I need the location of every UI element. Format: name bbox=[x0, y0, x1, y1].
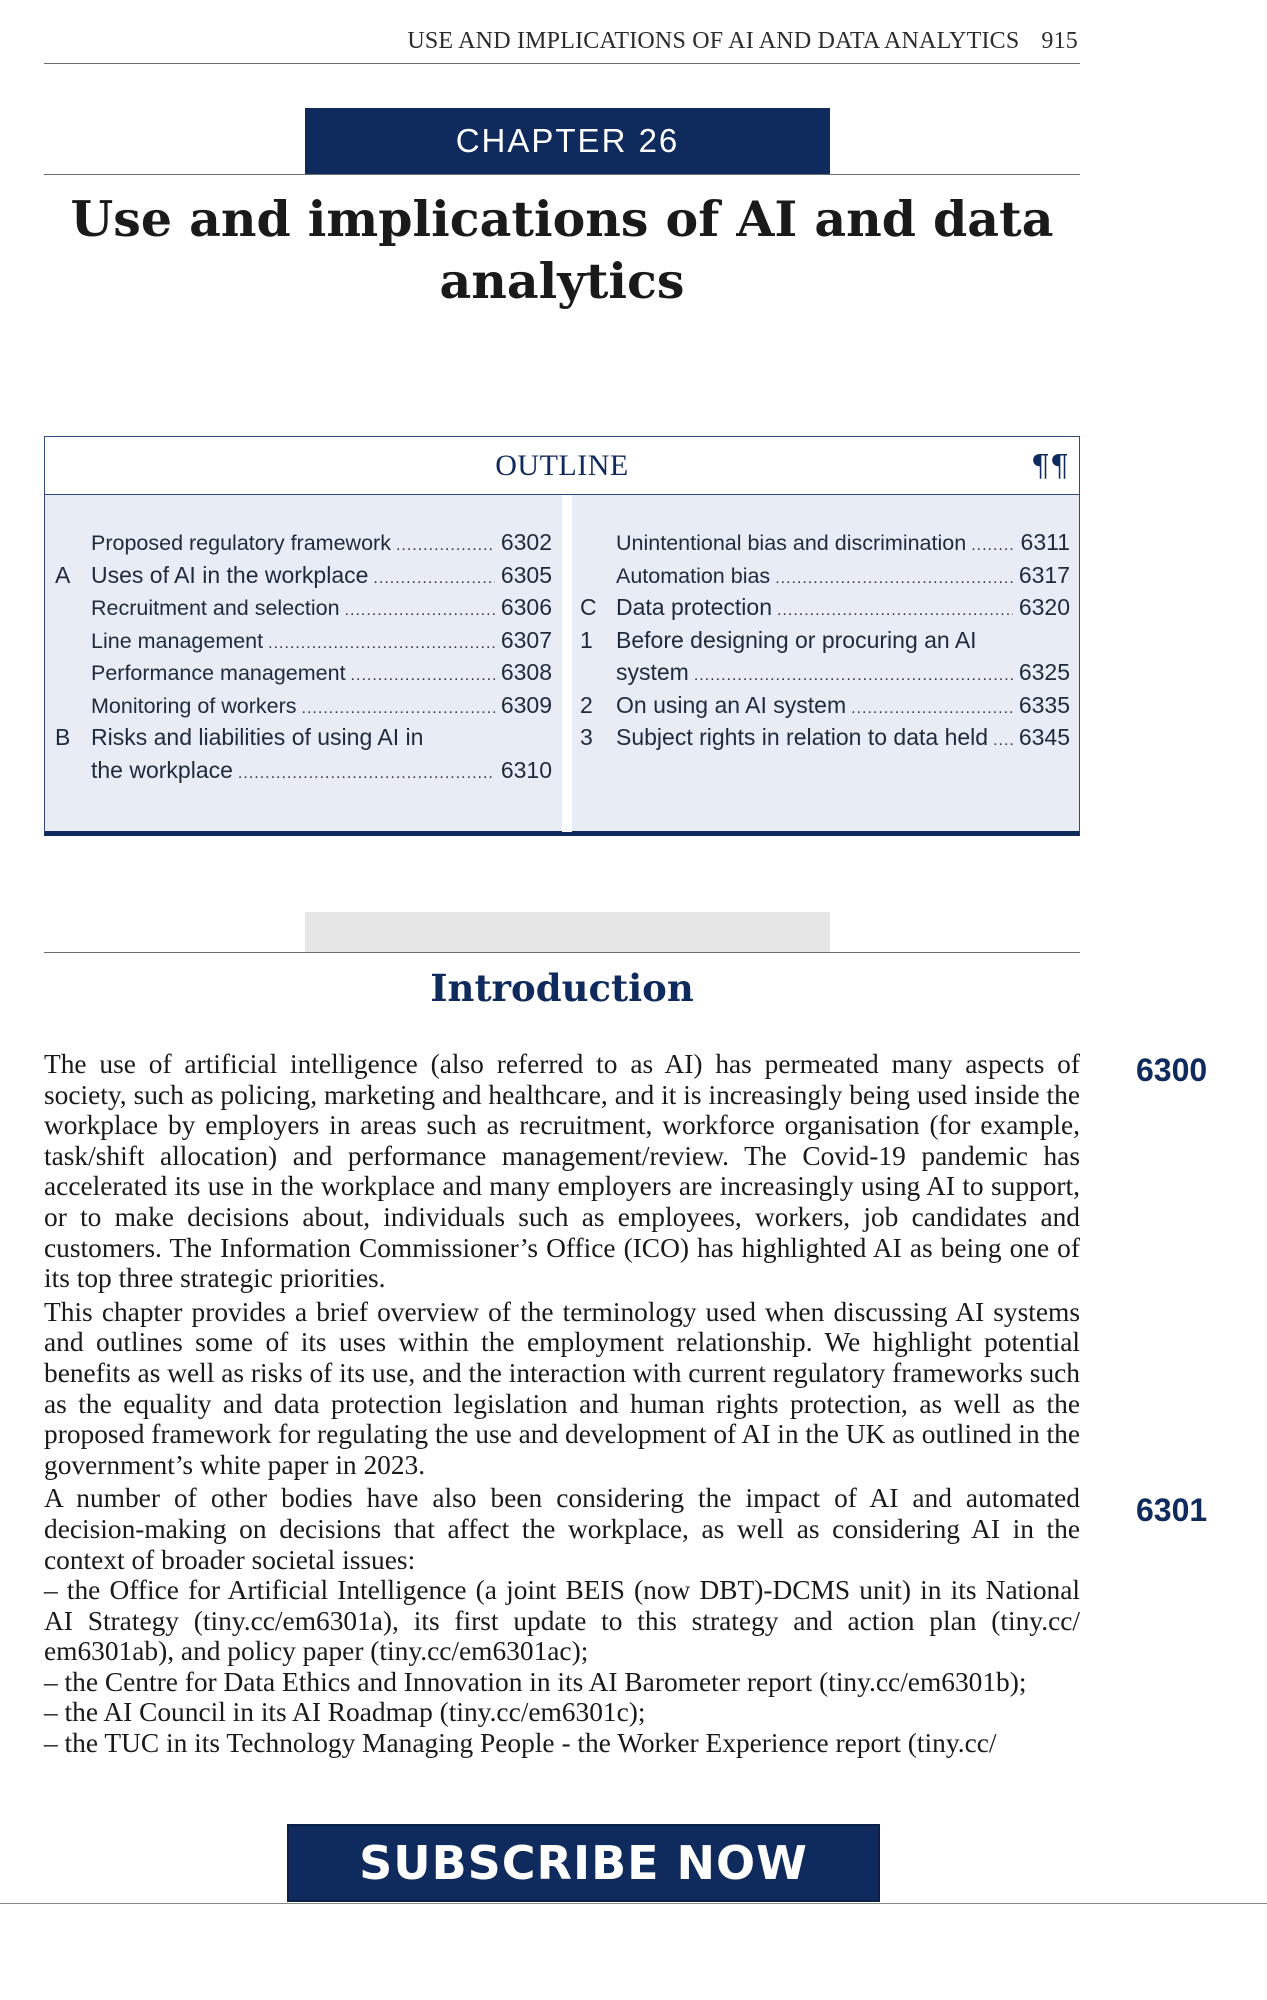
dot-leader bbox=[373, 570, 495, 588]
outline-entry-text: Data protection bbox=[616, 594, 772, 620]
outline-column-divider bbox=[562, 495, 572, 832]
outline-entry[interactable] bbox=[55, 529, 552, 562]
outline-entry-paragraph-number: 6307 bbox=[500, 626, 552, 653]
list-item: – the Centre for Data Ethics and Innovation in its AI Barometer report (tiny.cc/em6301b); bbox=[44, 1666, 1027, 1697]
outline-entry-paragraph-number: 6320 bbox=[1018, 594, 1070, 620]
body-paragraph: This chapter provides a brief overview of the terminology used when discussing AI systems and outlines some of its uses within the employment relationship. We highlight potential benefits as well as risks of its use, and the interaction with current regulatory frameworks such as the equality and data protection legislation and human rights protection, as well as the proposed framework for regulating the use and development of AI in the UK as outlined in the government’s white paper in 2023. bbox=[44, 1296, 1081, 1480]
outline-entry[interactable] bbox=[55, 627, 552, 660]
outline-entry[interactable] bbox=[55, 757, 552, 790]
list-item: – the AI Council in its AI Roadmap (tiny.cc/em6301c); bbox=[44, 1697, 646, 1728]
subscribe-button[interactable]: SUBSCRIBE NOW bbox=[287, 1824, 880, 1902]
outline-entry-text: Recruitment and selection bbox=[91, 596, 340, 620]
outline-entry-paragraph-number: 6325 bbox=[1018, 659, 1070, 685]
outline-box bbox=[44, 436, 1080, 836]
outline-entry-text: system bbox=[616, 659, 689, 685]
outline-right-column bbox=[580, 529, 1070, 757]
outline-entry-paragraph-number: 6308 bbox=[500, 659, 552, 685]
introduction-rule bbox=[44, 952, 1080, 953]
paragraph-symbol: ¶¶ bbox=[1030, 449, 1069, 484]
dot-leader bbox=[302, 700, 495, 718]
outline-entry-marker: A bbox=[55, 561, 71, 588]
outline-entry-marker: C bbox=[580, 594, 597, 620]
outline-entry[interactable] bbox=[55, 724, 552, 757]
chapter-rule bbox=[44, 174, 1080, 175]
running-head-title: USE AND IMPLICATIONS OF AI AND DATA ANALYTICS bbox=[407, 28, 1020, 54]
outline-entry-text: Line management bbox=[91, 628, 264, 653]
outline-entry-paragraph-number: 6335 bbox=[1018, 691, 1070, 718]
chapter-title bbox=[44, 188, 1080, 312]
outline-entry-text: Before designing or procuring an AI bbox=[616, 626, 977, 653]
body-paragraph: A number of other bodies have also been considering the impact of AI and automated decision-making on decisions that affect the workplace, as well as considering AI in the context of broader societal issues: bbox=[44, 1483, 1080, 1575]
outline-entry-text: Risks and liabilities of using AI in bbox=[91, 724, 424, 750]
outline-entry-paragraph-number: 6305 bbox=[500, 561, 552, 588]
outline-entry-marker: 2 bbox=[580, 691, 593, 718]
outline-entry-paragraph-number: 6345 bbox=[1018, 724, 1070, 750]
outline-entry-text: Monitoring of workers bbox=[91, 693, 297, 718]
introduction-heading: Introduction bbox=[430, 966, 694, 1010]
outline-entry[interactable] bbox=[580, 594, 1070, 627]
outline-entry-text: Unintentional bias and discrimination bbox=[616, 531, 967, 555]
outline-entry-paragraph-number: 6310 bbox=[500, 756, 552, 783]
outline-entry[interactable] bbox=[580, 562, 1070, 595]
outline-entry-paragraph-number: 6306 bbox=[500, 594, 552, 620]
outline-entry-paragraph-number: 6302 bbox=[500, 529, 552, 555]
outline-entry-paragraph-number: 6309 bbox=[500, 691, 552, 718]
chapter-title-line-2: analytics bbox=[439, 252, 685, 310]
dot-leader bbox=[694, 667, 1013, 685]
outline-entry[interactable] bbox=[580, 627, 1070, 660]
page-number: 915 bbox=[1041, 28, 1078, 54]
introduction-body bbox=[44, 1049, 1080, 1759]
margin-paragraph-number: 6300 bbox=[1136, 1052, 1208, 1088]
body-paragraph: The use of artificial intelligence (also referred to as AI) has permeated many aspects of society, such as policing, marketing and healthcare, and it is increasingly being used inside the workplace by employers in areas such as recruitment, workforce organisation (for example, task/shift allocation) and performance management/review. The Covid-19 pandemic has accelerated its use in the workplace and many employers are increasingly using AI to support, or to make decisions about, individuals such as employees, workers, job candidates and customers. The Information Commissioner’s Office (ICO) has highlighted AI as being one of its top three strategic priorities. bbox=[44, 1049, 1080, 1294]
outline-entry[interactable] bbox=[55, 659, 552, 692]
outline-entry-text: the workplace bbox=[91, 756, 233, 783]
outline-title: OUTLINE bbox=[495, 449, 629, 482]
margin-paragraph-number: 6301 bbox=[1136, 1492, 1208, 1528]
outline-entry-text: Performance management bbox=[91, 661, 346, 685]
dot-leader bbox=[396, 537, 495, 555]
dot-leader bbox=[345, 602, 495, 620]
dot-leader bbox=[351, 667, 495, 685]
outline-header bbox=[45, 437, 1079, 495]
outline-entry-marker: 1 bbox=[580, 626, 593, 653]
chapter-title-line-1: Use and implications of AI and data bbox=[70, 190, 1054, 248]
outline-entry-text: Automation bias bbox=[616, 563, 771, 588]
outline-entry[interactable] bbox=[580, 692, 1070, 725]
outline-entry[interactable] bbox=[580, 724, 1070, 757]
dot-leader bbox=[238, 765, 495, 783]
outline-entry-text: Uses of AI in the workplace bbox=[91, 561, 369, 588]
introduction-tab bbox=[305, 912, 830, 952]
dot-leader bbox=[971, 537, 1013, 555]
outline-entry[interactable] bbox=[580, 529, 1070, 562]
dot-leader bbox=[851, 700, 1013, 718]
outline-entry-text: On using an AI system bbox=[616, 691, 847, 718]
running-head bbox=[44, 24, 1080, 64]
outline-entry-paragraph-number: 6317 bbox=[1018, 561, 1070, 588]
chapter-label: CHAPTER 26 bbox=[305, 108, 830, 174]
outline-entry-text: Proposed regulatory framework bbox=[91, 531, 391, 555]
outline-entry[interactable] bbox=[580, 659, 1070, 692]
bottom-rule bbox=[0, 1903, 1267, 1904]
outline-entry[interactable] bbox=[55, 692, 552, 725]
dot-leader bbox=[993, 732, 1013, 750]
dot-leader bbox=[775, 570, 1013, 588]
outline-entry-marker: 3 bbox=[580, 724, 593, 750]
dot-leader bbox=[268, 635, 495, 653]
dot-leader bbox=[777, 602, 1013, 620]
outline-entry[interactable] bbox=[55, 562, 552, 595]
list-item: – the Office for Artificial Intelligence (a joint BEIS (now DBT)-DCMS unit) in its National AI Strategy (tiny.cc/em6301a), its first update to this strategy and action plan (tiny.cc/ em6301ab), and policy paper (tiny.cc/em6301ac); bbox=[44, 1575, 1080, 1667]
outline-entry[interactable] bbox=[55, 594, 552, 627]
outline-entry-paragraph-number: 6311 bbox=[1020, 529, 1070, 555]
outline-entry-text: Subject rights in relation to data held bbox=[616, 724, 989, 750]
outline-entry-marker: B bbox=[55, 724, 71, 750]
list-item: – the TUC in its Technology Managing People - the Worker Experience report (tiny.cc/ bbox=[44, 1728, 997, 1759]
outline-left-column bbox=[55, 529, 552, 789]
